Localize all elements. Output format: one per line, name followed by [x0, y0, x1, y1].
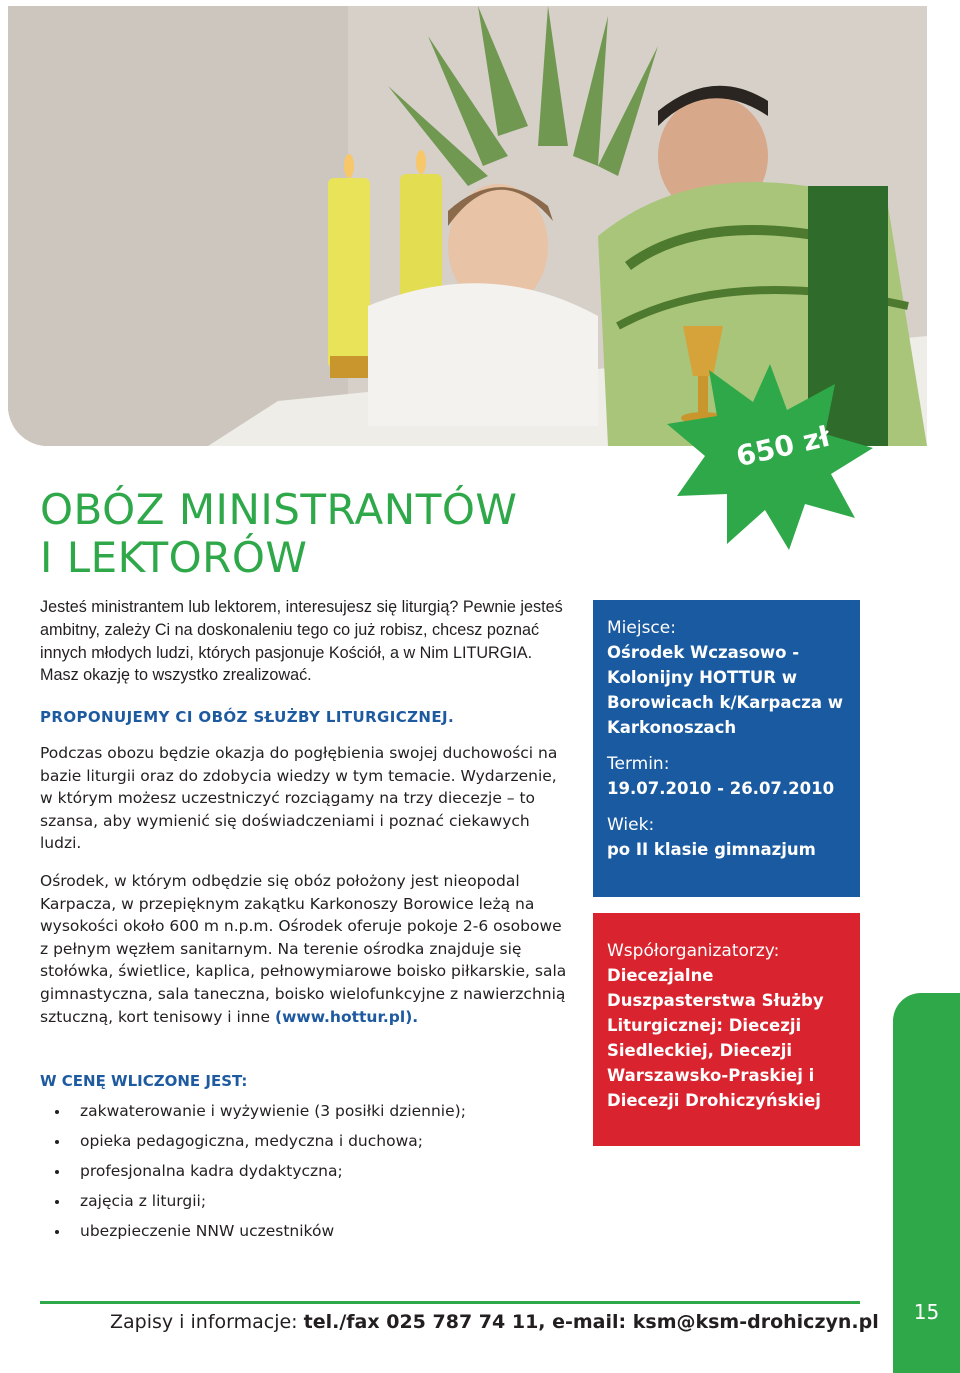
footer-contact: [110, 1311, 879, 1333]
footer-divider: [40, 1301, 860, 1304]
intro-paragraph: Jesteś ministrantem lub lektorem, interesujesz się liturgią? Pewnie jesteś ambitny, zależy Ci na doskonaleniu tego co już robisz, chcesz poznać innych młodych ludzi, których pasjonuje Kościół, a w Nim LITURGIA. Masz okazję to wszystko zrealizować.: [40, 598, 563, 685]
date-label: Termin:: [607, 754, 670, 774]
footer-contact-details[interactable]: tel./fax 025 787 74 11, e-mail: ksm@ksm-drohiczyn.pl: [303, 1311, 879, 1333]
price-label: 650 zł: [733, 419, 833, 474]
facility-paragraph: [40, 870, 570, 1028]
list-item: zakwaterowanie i wyżywienie (3 posiłki dziennie);: [40, 1096, 466, 1126]
list-item: ubezpieczenie NNW uczestników: [40, 1216, 466, 1246]
coorganizers-label: Współorganizatorzy:: [607, 941, 780, 961]
facility-text: Ośrodek, w którym odbędzie się obóz położony jest nieopodal Karpacza, w przepięknym zakątku Karkonoszy Borowice leżą na wysokości około 600 m n.p.m. Ośrodek oferuje pokoje 2-6 osobowe z pełnym węzłem sanitarnym. Na terenie ośrodka znajduje się stołówka, świetlice, kaplica, pełnowymiarowe boisko piłkarskie, sala gimnastyczna, sala taneczna, boisko wielofunkcyjne z nawierzchnią sztuczną, kort tenisowy i inne: [40, 872, 567, 1026]
date-value: 19.07.2010 - 26.07.2010: [607, 779, 835, 798]
included-heading: W CENĘ WLICZONE JEST:: [40, 1072, 248, 1090]
event-info-box: [593, 600, 860, 897]
hottur-link[interactable]: (www.hottur.pl).: [274, 1007, 419, 1026]
age-value: po II klasie gimnazjum: [607, 840, 816, 859]
footer-prefix: Zapisy i informacje:: [110, 1311, 298, 1333]
list-item: opieka pedagogiczna, medyczna i duchowa;: [40, 1126, 466, 1156]
page-number: 15: [913, 1300, 940, 1324]
offer-subheading: PROPONUJEMY CI OBÓZ SŁUŻBY LITURGICZNEJ.: [40, 708, 455, 726]
list-item: profesjonalna kadra dydaktyczna;: [40, 1156, 466, 1186]
title-line-1: OBÓZ MINISTRANTÓW: [40, 485, 518, 534]
description-paragraph: Podczas obozu będzie okazja do pogłębienia swojej duchowości na bazie liturgii oraz do zdobycia wiedzy w tym temacie. Wydarzenie, w którym możesz uczestniczyć rozciągamy na trzy diecezje – to szansa, aby wymienić się doświadczeniami i poznać ciekawych ludzi.: [40, 744, 558, 853]
coorganizers-value: Diecezjalne Duszpasterstwa Służby Liturgicznej: Diecezji Siedleckiej, Diecezji Warszawsko-Praskiej i Diecezji Drohiczyńskiej: [607, 966, 824, 1110]
included-list: [40, 1096, 466, 1246]
title-line-2: I LEKTORÓW: [40, 533, 308, 582]
list-item: zajęcia z liturgii;: [40, 1186, 466, 1216]
age-label: Wiek:: [607, 815, 655, 835]
coorganizers-box: [593, 913, 860, 1146]
place-label: Miejsce:: [607, 618, 676, 638]
page-title: [40, 486, 517, 582]
place-value: Ośrodek Wczasowo - Kolonijny HOTTUR w Borowicach k/Karpacza w Karkonoszach: [607, 643, 843, 737]
